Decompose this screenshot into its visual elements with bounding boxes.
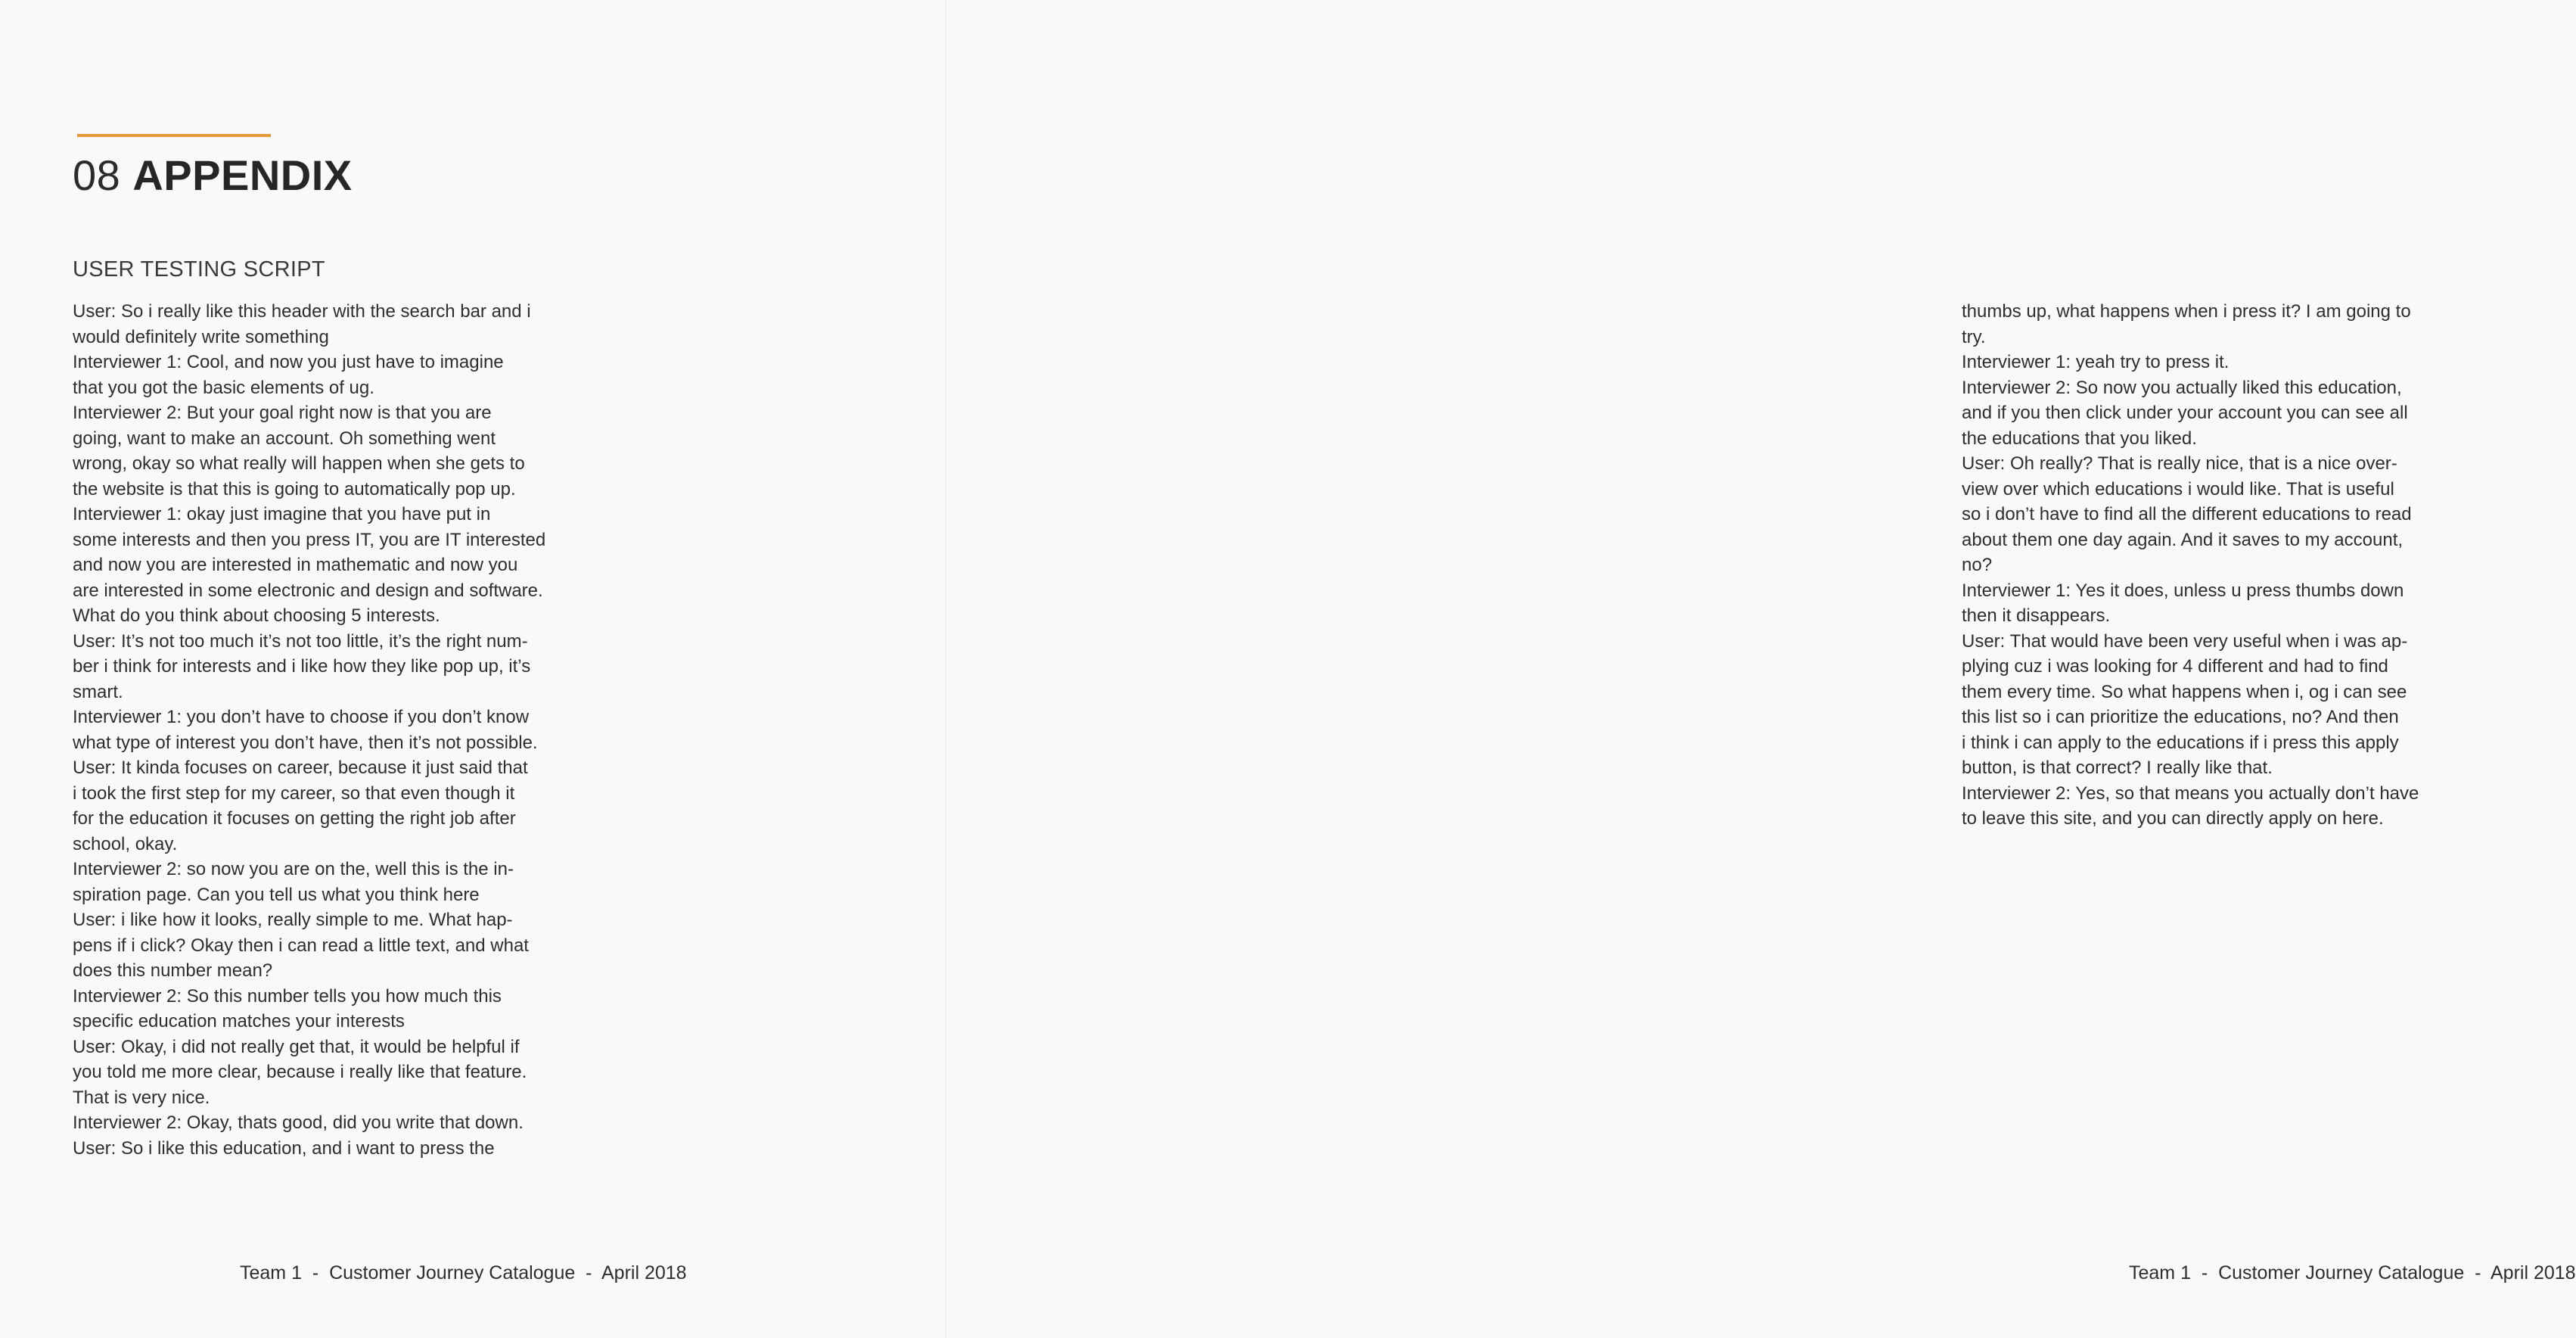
text-line: view over which educations i would like. That is useful [1962, 478, 2394, 499]
text-line: Interviewer 2: Yes, so that means you actually don’t have [1962, 783, 2419, 804]
text-line: thumbs up, what happens when i press it? I am going to [1962, 301, 2411, 322]
text-line: the website is that this is going to automatically pop up. [73, 478, 516, 499]
text-line: smart. [73, 681, 123, 702]
text-line: Interviewer 2: so now you are on the, well this is the in- [73, 859, 514, 879]
right-page [946, 0, 2576, 1338]
text-line: Interviewer 1: Yes it does, unless u press thumbs down [1962, 580, 2404, 601]
text-line: User: So i really like this header with the search bar and i [73, 301, 531, 322]
text-line: What do you think about choosing 5 interests. [73, 605, 440, 626]
text-line: spiration page. Can you tell us what you think here [73, 884, 480, 905]
chapter-title: APPENDIX [132, 151, 353, 199]
text-line: i took the first step for my career, so that even though it [73, 783, 515, 804]
text-line: would definitely write something [73, 326, 329, 347]
text-line: User: Okay, i did not really get that, it would be helpful if [73, 1036, 520, 1057]
text-line: Interviewer 2: Okay, thats good, did you write that down. [73, 1112, 524, 1133]
text-line: to leave this site, and you can directly apply on here. [1962, 808, 2384, 829]
text-line: User: It kinda focuses on career, because it just said that [73, 758, 528, 778]
text-line: User: So i like this education, and i want to press the [73, 1137, 495, 1159]
text-line: no? [1962, 555, 1993, 575]
text-line: Interviewer 1: you don’t have to choose if you don’t know [73, 707, 530, 727]
chapter-heading [73, 150, 353, 201]
footer-left: Team 1 - Customer Journey Catalogue - April 2018 [240, 1262, 687, 1284]
text-line: are interested in some electronic and design and software. [73, 580, 543, 601]
left-page [0, 0, 946, 1338]
text-line: try. [1962, 326, 1986, 347]
text-line: and if you then click under your account you can see all [1962, 403, 2408, 423]
text-line: so i don’t have to find all the different educations to read [1962, 504, 2412, 524]
section-title: USER TESTING SCRIPT [73, 257, 325, 282]
text-line: User: Oh really? That is really nice, that is a nice over- [1962, 453, 2397, 474]
accent-rule [77, 134, 271, 137]
text-line: Interviewer 2: So now you actually liked this education, [1962, 377, 2402, 398]
text-line: school, okay. [73, 833, 178, 854]
text-line: User: That would have been very useful when i was ap- [1962, 630, 2408, 652]
text-line: Interviewer 1: yeah try to press it. [1962, 352, 2230, 372]
text-line: User: i like how it looks, really simple to me. What hap- [73, 910, 513, 930]
text-line: User: It’s not too much it’s not too little, it’s the right num- [73, 630, 528, 652]
text-line: specific education matches your interests [73, 1011, 405, 1032]
text-line: Interviewer 2: So this number tells you how much this [73, 985, 502, 1007]
text-line: about them one day again. And it saves to my account, [1962, 529, 2404, 550]
text-line: wrong, okay so what really will happen when she gets to [73, 453, 525, 474]
text-line: what type of interest you don’t have, then it’s not possible. [73, 732, 538, 753]
text-line: then it disappears. [1962, 605, 2111, 626]
text-line: ber i think for interests and i like how they like pop up, it’s [73, 656, 531, 677]
text-line: Interviewer 1: okay just imagine that you have put in [73, 504, 491, 524]
text-line: Interviewer 2: But your goal right now is that you are [73, 403, 492, 423]
left-body-text [73, 299, 545, 1161]
text-line: does this number mean? [73, 960, 273, 981]
text-line: i think i can apply to the educations if i press this apply [1962, 732, 2399, 753]
text-line: plying cuz i was looking for 4 different and had to find [1962, 656, 2388, 677]
text-line: pens if i click? Okay then i can read a little text, and what [73, 935, 529, 956]
text-line: that you got the basic elements of ug. [73, 377, 374, 398]
text-line: going, want to make an account. Oh something went [73, 428, 496, 449]
text-line: you told me more clear, because i really like that feature. [73, 1062, 527, 1082]
footer-right: Team 1 - Customer Journey Catalogue - April 2018 [2129, 1262, 2576, 1284]
text-line: the educations that you liked. [1962, 428, 2197, 449]
text-line: for the education it focuses on getting the right job after [73, 808, 516, 829]
text-line: Interviewer 1: Cool, and now you just have to imagine [73, 352, 504, 372]
text-line: some interests and then you press IT, you are IT interested [73, 529, 546, 550]
text-line: That is very nice. [73, 1087, 210, 1108]
text-line: and now you are interested in mathematic and now you [73, 555, 518, 575]
right-body-text [1962, 299, 2419, 832]
chapter-number: 08 [73, 151, 121, 199]
text-line: this list so i can prioritize the educations, no? And then [1962, 707, 2399, 727]
text-line: button, is that correct? I really like that. [1962, 758, 2273, 778]
text-line: them every time. So what happens when i, og i can see [1962, 681, 2407, 702]
